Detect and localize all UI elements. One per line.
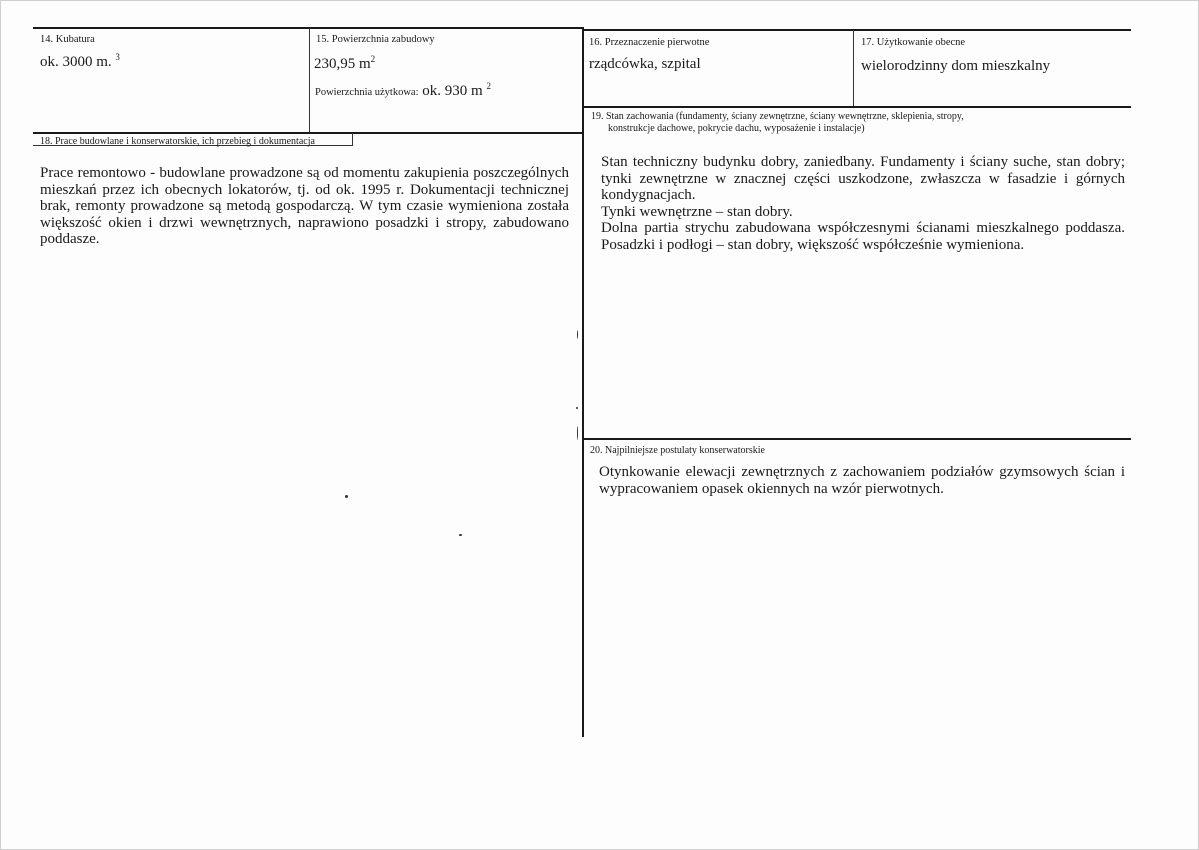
field14-value	[40, 54, 120, 71]
field14-label: 14. Kubatura	[40, 34, 95, 45]
divider-15-18	[33, 132, 582, 134]
divider-18-label	[352, 133, 353, 145]
field14-value-text: ok. 3000 m.	[40, 54, 112, 70]
field20-label: 20. Najpilniejsze postulaty konserwatorskie	[590, 445, 765, 456]
field18-text: Prace remontowo - budowlane prowadzone są od momentu zakupienia poszczególnych mieszkań przez ich obecnych lokatorów, tj. od ok. 1995 r. Dokumentacji technicznej brak, remonty prowadzone są metodą gospodarczą. W tym czasie wymieniona została większość okien i drzwi wewnętrznych, naprawiono posadzki i stropy, zabudowano poddasze.	[40, 165, 569, 247]
field19-para2: Tynki wewnętrzne – stan dobry.	[601, 203, 793, 220]
main-vertical-divider	[582, 27, 584, 737]
divider-14-15	[309, 28, 310, 134]
scan-speck	[576, 407, 578, 409]
field17-value: wielorodzinny dom mieszkalny	[861, 58, 1051, 74]
field19-label-line1: 19. Stan zachowania (fundamenty, ściany zewnętrzne, ściany wewnętrzne, sklepienia, stropy,	[591, 111, 964, 122]
field14-value-sup: 3	[115, 52, 120, 62]
field20-text: Otynkowanie elewacji zewnętrznych z zachowaniem podziałów gzymsowych ścian i wypracowaniem opasek okiennych na wzór pierwotnych.	[599, 464, 1125, 497]
field19-label-line2: konstrukcje dachowe, pokrycie dachu, wyposażenie i instalacje)	[608, 123, 865, 134]
field19-para3: Dolna partia strychu zabudowana współczesnymi ścianami mieszkalnego poddasza. Posadzki i podłogi – stan dobry, większość współcześnie wymieniona.	[601, 220, 1125, 253]
field15-usable-sup: 2	[486, 81, 491, 91]
field15-value-sup: 2	[370, 54, 376, 64]
top-border-right	[584, 29, 1131, 31]
scan-speck	[345, 495, 348, 498]
divider-16-17	[853, 30, 854, 107]
field15-value	[314, 56, 375, 73]
field18-label: 18. Prace budowlane i konserwatorskie, ich przebieg i dokumentacja	[40, 136, 315, 147]
scan-speck	[577, 330, 578, 339]
scan-speck	[577, 426, 578, 440]
top-border-left	[33, 27, 582, 29]
field15-usable-label: Powierzchnia użytkowa:	[315, 87, 419, 98]
field15-value-text: 230,95 m	[314, 56, 371, 72]
field15-label: 15. Powierzchnia zabudowy	[316, 34, 435, 45]
field19-text	[601, 154, 1125, 253]
divider-16-19	[584, 106, 1131, 108]
field16-label: 16. Przeznaczenie pierwotne	[589, 37, 710, 48]
field15-usable-value: ok. 930 m	[422, 83, 483, 99]
divider-19-20	[584, 438, 1131, 440]
field17-label: 17. Użytkowanie obecne	[861, 37, 966, 48]
field19-para1: Stan techniczny budynku dobry, zaniedbany. Fundamenty i ściany suche, stan dobry; tynki zewnętrzne w znacznej części uszkodzone, zwłaszcza w fasadzie i górnych kondygnacjach.	[601, 154, 1125, 203]
scan-speck	[459, 534, 462, 536]
field15-usable	[315, 83, 491, 100]
field16-value: rządcówka, szpital	[589, 56, 701, 72]
